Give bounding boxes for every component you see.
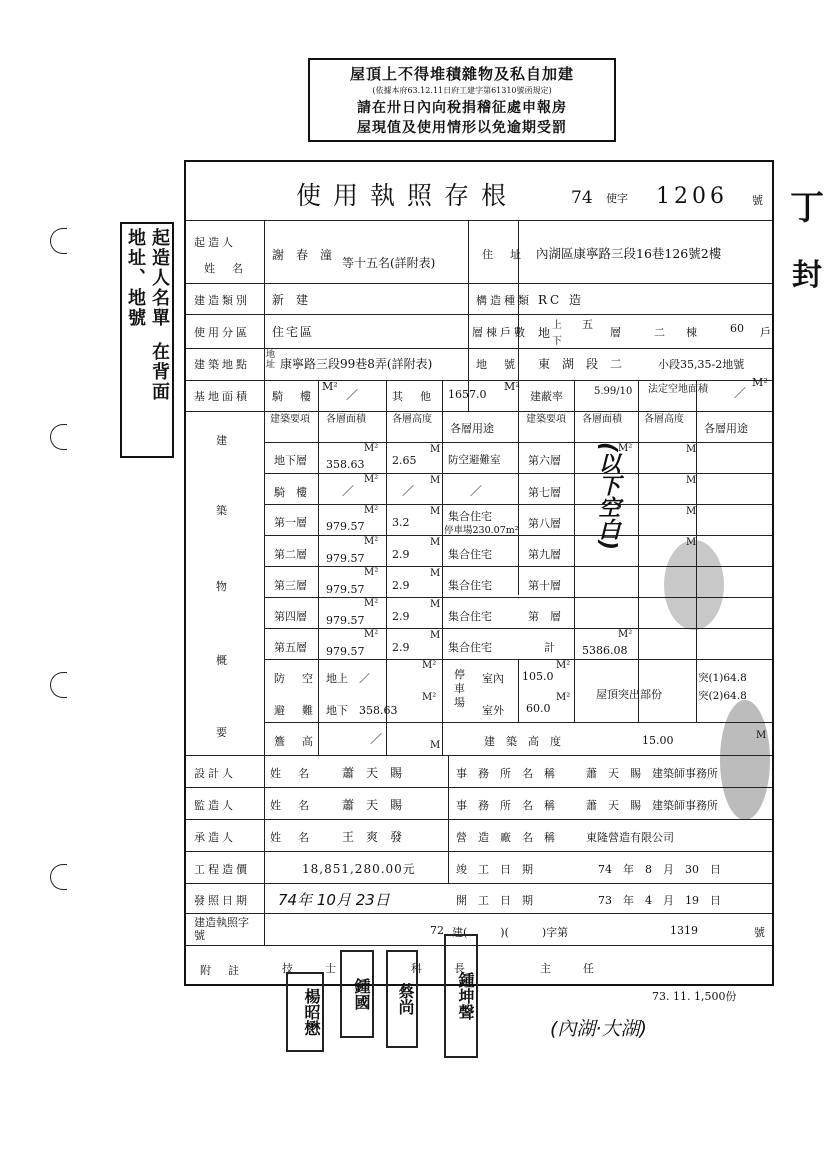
builder-label: 起造人 [194,236,236,249]
address-value: 內湖區康寧路三段16巷126號2樓 [536,246,722,261]
contractor-label: 承造人 [194,831,236,844]
floor-use: 集合住宅 [448,579,492,592]
total-label: 計 [544,641,555,654]
designer-sub: 姓 名 [270,767,312,780]
eave-value: ／ [370,732,383,746]
address-label: 住 址 [482,248,524,261]
technician-stamp: 楊昭懋 [286,972,324,1052]
category-label: 建造類別 [194,294,250,307]
supervisor-office-label: 事 務 所 名 稱 [456,799,555,812]
cost-label: 工程造價 [194,863,250,876]
parking-label: 停車場 [454,668,465,709]
roof-value-1: 突(1)64.8 [698,672,747,684]
structure-label: 構造種類 [476,294,532,307]
print-note: 73. 11. 1,500份 [652,990,737,1003]
building-height-label: 建 築 高 度 [484,735,561,748]
notice-line-2: (依據本府63.12.11日府工建字第61310號函規定) [372,86,552,95]
floor-name: 第二層 [274,548,307,561]
unit-m2: M² [556,692,571,703]
floor-height: 2.9 [392,579,410,592]
unit-m2: M² [364,598,379,609]
floors-label: 層棟戶數 [472,326,528,339]
issue-value: 74年 10月 23日 [278,891,390,909]
side-note-box [120,222,174,458]
floor-name: 騎 樓 [274,486,307,499]
builder-name: 謝 春 潼 [272,248,333,262]
floors-down: 下 [552,336,562,347]
floor-area: ／ [342,484,355,498]
supervisor-sub: 姓 名 [270,799,312,812]
floor-use: 集合住宅 [448,641,492,654]
parking-in: 105.0 [522,670,554,683]
floor-height: 2.9 [392,641,410,654]
unit-m2: M² [504,380,520,393]
shelter-above: 地上 ／ [326,672,370,685]
unit-m: M [756,730,767,741]
floor-use: 集合住宅 [448,610,492,623]
parking-out-label: 室外 [482,704,504,717]
permit-year: 74 [571,188,593,208]
floor-height: 2.65 [392,454,417,467]
director-stamp: 鍾坤聲 [444,934,478,1058]
total-area: 5386.08 [582,644,628,657]
side-note-col2: 在背面 [149,342,170,402]
permit-char-ref: 建( )( )字第 [452,926,569,939]
binder-hole [50,424,67,450]
permit-char: 使字 [606,192,628,205]
floors-up: 上 [552,320,562,331]
floors-prefix: 地 [538,326,551,340]
eave-label: 簷 高 [274,735,316,748]
floor-height: ／ [402,484,415,498]
category-value: 新 建 [272,293,309,307]
unit-m: M [686,537,697,548]
building-summary-label: 建 [216,434,227,447]
unit-m2: M² [364,505,379,516]
handwritten-note: (內湖·大湖) [550,1018,647,1040]
col-item-right: 建築要項 [526,414,566,425]
unit-m: M [430,506,441,517]
binder-hole [50,228,67,254]
unit-m: M [430,568,441,579]
floor-name: 第三層 [274,579,307,592]
contractor-name: 王 爽 發 [342,830,403,844]
floor-use-parking: 停車場230.07m² [444,525,519,536]
floor-use: 集合住宅 [448,510,492,523]
floor-area: 979.57 [326,552,365,565]
permit-suffix-ref: 號 [754,926,765,939]
lot-area: 東 湖 段 二 [538,357,623,371]
permit-number: 1206 [656,184,728,209]
deputy-stamp: 蔡尚 [386,950,418,1048]
arcade-value: ／ [346,388,359,402]
col-height: 各層高度 [392,414,432,425]
unit-m2: M² [364,474,379,485]
permit-label: 建造執照字號 [194,916,249,942]
notice-line-1: 屋頂上不得堆積雜物及私自加建 [349,65,574,83]
side-note-col3: 地址、地號 [125,228,146,328]
floor-name: 第八層 [528,517,561,530]
units-num: 60 [730,322,744,335]
floor-name: 第七層 [528,486,561,499]
floor-use: 防空避難室 [448,454,501,466]
lot-value: 小段35,35-2地號 [658,358,745,371]
finish-label: 竣 工 日 期 [456,863,533,876]
units-unit: 戶 [760,326,771,339]
floor-name: 第五層 [274,641,307,654]
floor-height: 2.9 [392,610,410,623]
unit-m: M [686,506,697,517]
roof-value-2: 突(2)64.8 [698,690,747,702]
col-area-right: 各層面積 [582,414,622,425]
side-note-col1: 起造人名單 [149,228,170,328]
zone-value: 住宅區 [272,325,315,339]
floor-height: 3.2 [392,516,410,529]
parking-out: 60.0 [526,702,551,715]
blocks-unit: 棟 [686,326,697,339]
supervisor-name: 蕭 天 賜 [342,798,403,812]
col-use: 各層用途 [450,422,494,435]
building-summary-label: 要 [216,726,227,739]
form-title: 使用執照存根 [296,181,519,210]
builder-extra: 等十五名(詳附表) [342,256,436,270]
building-summary-label: 築 [216,504,227,517]
floor-use: 集合住宅 [448,548,492,561]
legal-value: ／ [734,386,747,400]
other-value: 1657.0 [448,388,487,401]
col-height-right: 各層高度 [644,414,684,425]
arcade-label: 騎 樓 [272,390,314,403]
start-value: 73 年 4 月 19 日 [598,894,721,907]
section-chief-stamp: 鍾國 [340,950,374,1038]
contractor-firm: 東隆營造有限公司 [586,831,674,844]
site-sub: 地址 [266,350,276,370]
parking-in-label: 室內 [482,672,504,685]
unit-m: M [430,599,441,610]
site-label: 建築地點 [194,358,250,371]
shelter-below: 地下 358.63 [326,704,398,717]
col-area: 各層面積 [326,414,366,425]
contractor-firm-label: 營 造 廠 名 稱 [456,831,555,844]
unit-m: M [430,444,441,455]
legal-label: 法定空地面積 [648,384,708,395]
signature-labels: 技士 科長 主任 [282,962,626,975]
building-height-value: 15.00 [642,734,674,747]
unit-m2: M² [422,692,437,703]
unit-m: M [686,475,697,486]
site-value: 康寧路三段99巷8弄(詳附表) [280,357,433,371]
notice-line-4: 屋現值及使用情形以免逾期受罰 [357,120,567,136]
unit-m: M [430,740,441,751]
other-label: 其 他 [392,390,434,403]
unit-m: M [430,537,441,548]
contractor-sub: 姓 名 [270,831,312,844]
coverage-value: 5.99/10 [594,386,633,397]
unit-m2: M² [322,380,338,393]
base-label: 基地面積 [194,390,250,403]
floor-area: 979.57 [326,645,365,658]
unit-m2: M² [364,629,379,640]
unit-m2: M² [364,567,379,578]
floor-area: 979.57 [326,614,365,627]
notice-line-3: 請在卅日內向稅捐稽征處申報房 [357,100,567,116]
scan-edge-mark: 封 [792,258,822,293]
scan-noise [720,700,770,820]
blank-note: (以下空白) [595,442,620,551]
supervisor-office: 蕭 天 賜 建築師事務所 [586,799,718,812]
unit-m2: M² [618,629,633,640]
roof-label: 屋頂突出部份 [596,688,662,701]
floor-area: 979.57 [326,583,365,596]
permit-suffix: 號 [752,194,763,207]
designer-office-label: 事 務 所 名 稱 [456,767,555,780]
floors-num: 五 [582,318,593,331]
floor-name: 第十層 [528,579,561,592]
unit-m2: M² [364,536,379,547]
binder-hole [50,864,67,890]
issue-label: 發照日期 [194,894,250,907]
floor-area: 358.63 [326,458,365,471]
binder-hole [50,672,67,698]
unit-m2: M² [364,443,379,454]
designer-office: 蕭 天 賜 建築師事務所 [586,767,718,780]
floor-name: 第九層 [528,548,561,561]
floors-unit: 層 [610,326,621,339]
zone-label: 使用分區 [194,326,250,339]
unit-m2: M² [618,443,633,454]
floor-name: 地下層 [274,454,307,467]
roof-notice-stamp [308,58,616,142]
cost-value: 18,851,280.00元 [302,862,416,876]
unit-m: M [686,444,697,455]
shelter-label: 防 空 [274,672,316,685]
scan-edge-mark: 丁 [790,188,824,228]
building-summary-label: 物 [216,580,227,593]
lot-label: 地 號 [476,358,518,371]
designer-label: 設計人 [194,767,236,780]
coverage-label: 建蔽率 [530,390,563,403]
floor-name: 第 層 [528,610,561,623]
permit-year-ref: 72 [430,924,444,937]
building-summary-label: 概 [216,654,227,667]
floor-name: 第六層 [528,454,561,467]
scan-noise [664,540,724,630]
unit-m: M [430,630,441,641]
designer-name: 蕭 天 賜 [342,766,403,780]
unit-m: M [430,475,441,486]
floor-name: 第一層 [274,516,307,529]
floor-use: ／ [470,484,483,498]
col-use-right: 各層用途 [704,422,748,435]
finish-value: 74 年 8 月 30 日 [598,863,721,876]
start-label: 開 工 日 期 [456,894,533,907]
unit-m2: M² [752,376,768,389]
floor-area: 979.57 [326,520,365,533]
unit-m2: M² [556,660,571,671]
supervisor-label: 監造人 [194,799,236,812]
blocks-num: 二 [654,326,665,339]
floor-name: 第四層 [274,610,307,623]
shelter-label: 避 難 [274,704,316,717]
permit-no-ref: 1319 [670,924,698,937]
col-item: 建築要項 [270,414,310,425]
unit-m2: M² [422,660,437,671]
structure-value: RC 造 [538,293,585,307]
builder-label-name: 姓 名 [204,262,246,275]
floor-height: 2.9 [392,548,410,561]
remark-label: 附 註 [200,964,242,977]
